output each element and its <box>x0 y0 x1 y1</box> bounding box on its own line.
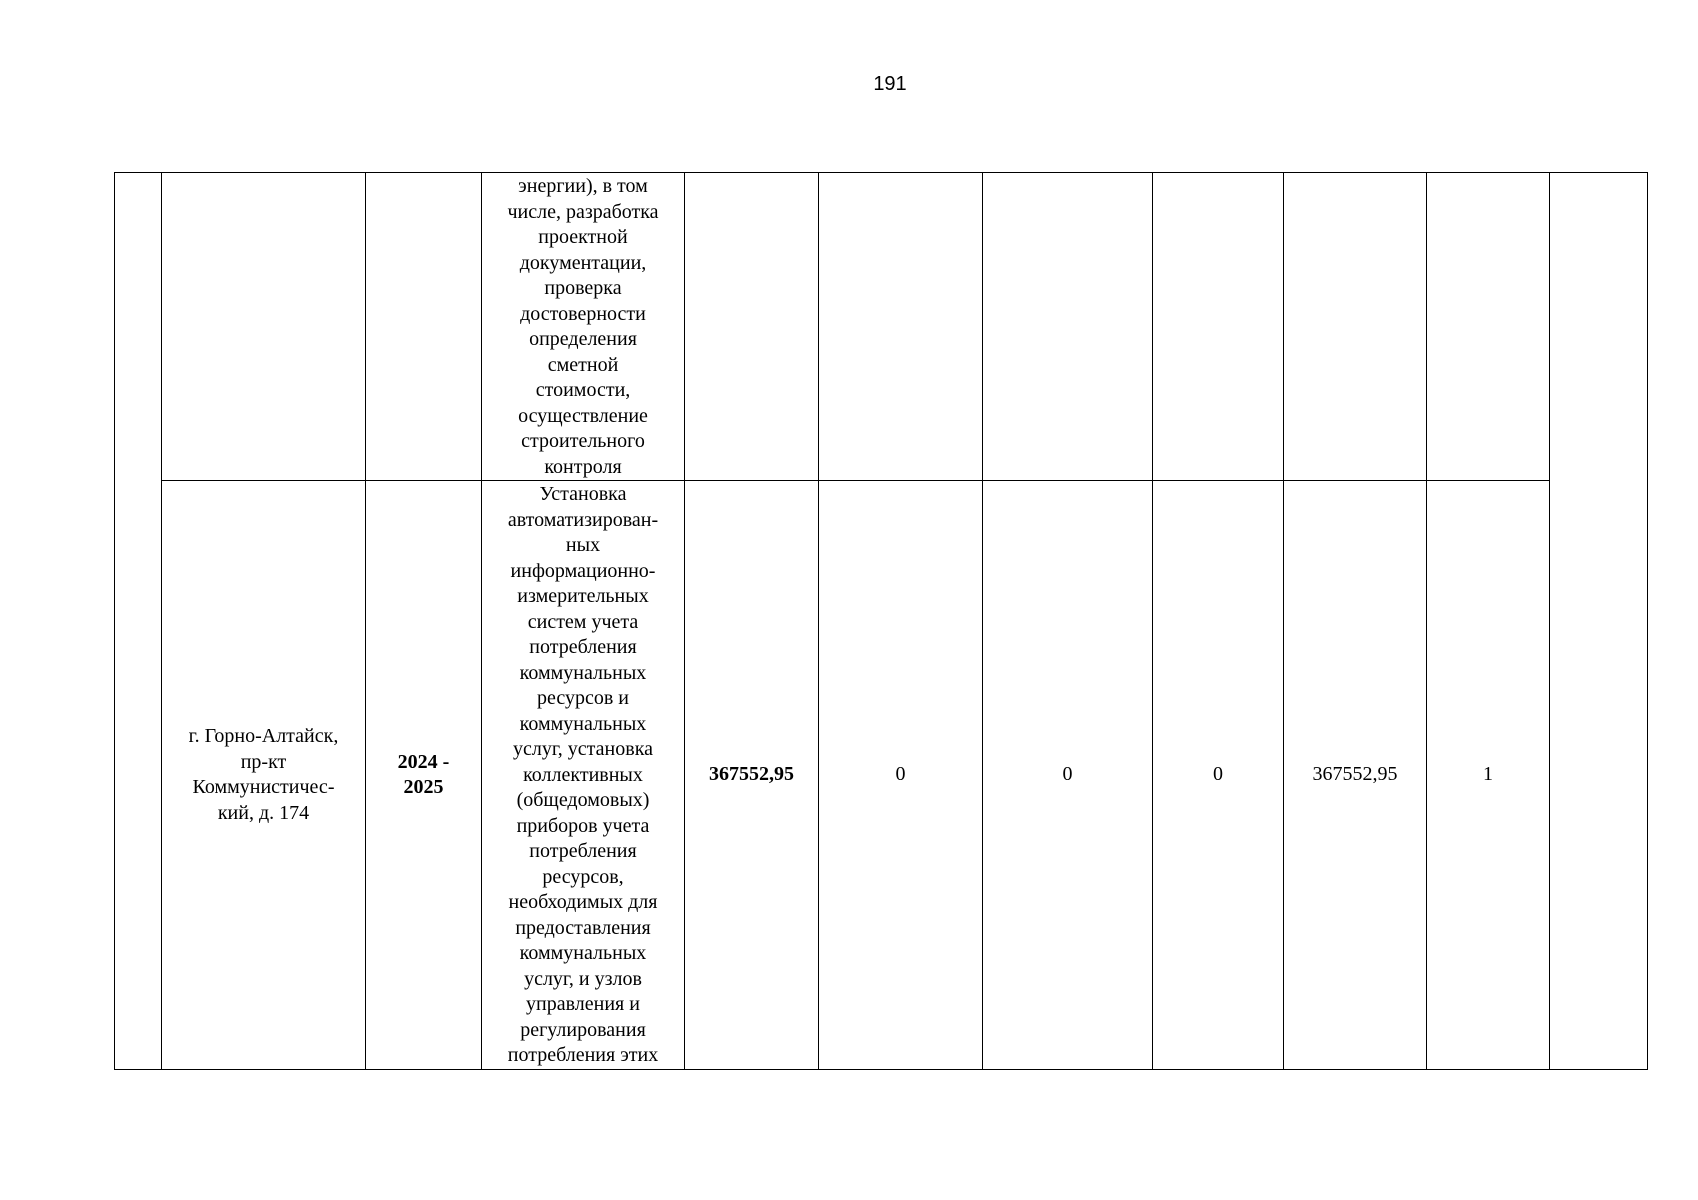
cost-cell <box>1153 173 1284 481</box>
cost-cell: 0 <box>1153 481 1284 1070</box>
work-description-cell: Установка автоматизирован- ных информационно- измерительных систем учета потребления коммунальных ресурсов и коммунальных услуг, установка коллективных (общедомовых) приборов учета потребления ресурсов, необходимых для предоставления коммунальных услуг, и узлов управления и регулирования потребления этих <box>482 481 685 1070</box>
period-cell <box>366 173 482 481</box>
table-row <box>115 481 1648 1070</box>
cost-cell <box>819 173 983 481</box>
row-number-cell <box>115 173 162 1070</box>
cost-cell: 0 <box>983 481 1153 1070</box>
last-column-cell <box>1550 173 1648 1070</box>
count-cell <box>1427 173 1550 481</box>
address-cell: г. Горно-Алтайск, пр-кт Коммунистичес- кий, д. 174 <box>162 481 366 1070</box>
table-row <box>115 173 1648 481</box>
page-number: 191 <box>873 73 907 95</box>
address-cell <box>162 173 366 481</box>
cost-cell: 0 <box>819 481 983 1070</box>
cost-cell: 367552,95 <box>1284 481 1427 1070</box>
cost-cell <box>983 173 1153 481</box>
cost-cell <box>1284 173 1427 481</box>
total-cost-cell <box>685 173 819 481</box>
period-cell: 2024 - 2025 <box>366 481 482 1070</box>
document-table <box>114 172 1648 1070</box>
work-description-cell: энергии), в том числе, разработка проектной документации, проверка достоверности определения сметной стоимости, осуществление строительного контроля <box>482 173 685 481</box>
count-cell: 1 <box>1427 481 1550 1070</box>
total-cost-cell: 367552,95 <box>685 481 819 1070</box>
